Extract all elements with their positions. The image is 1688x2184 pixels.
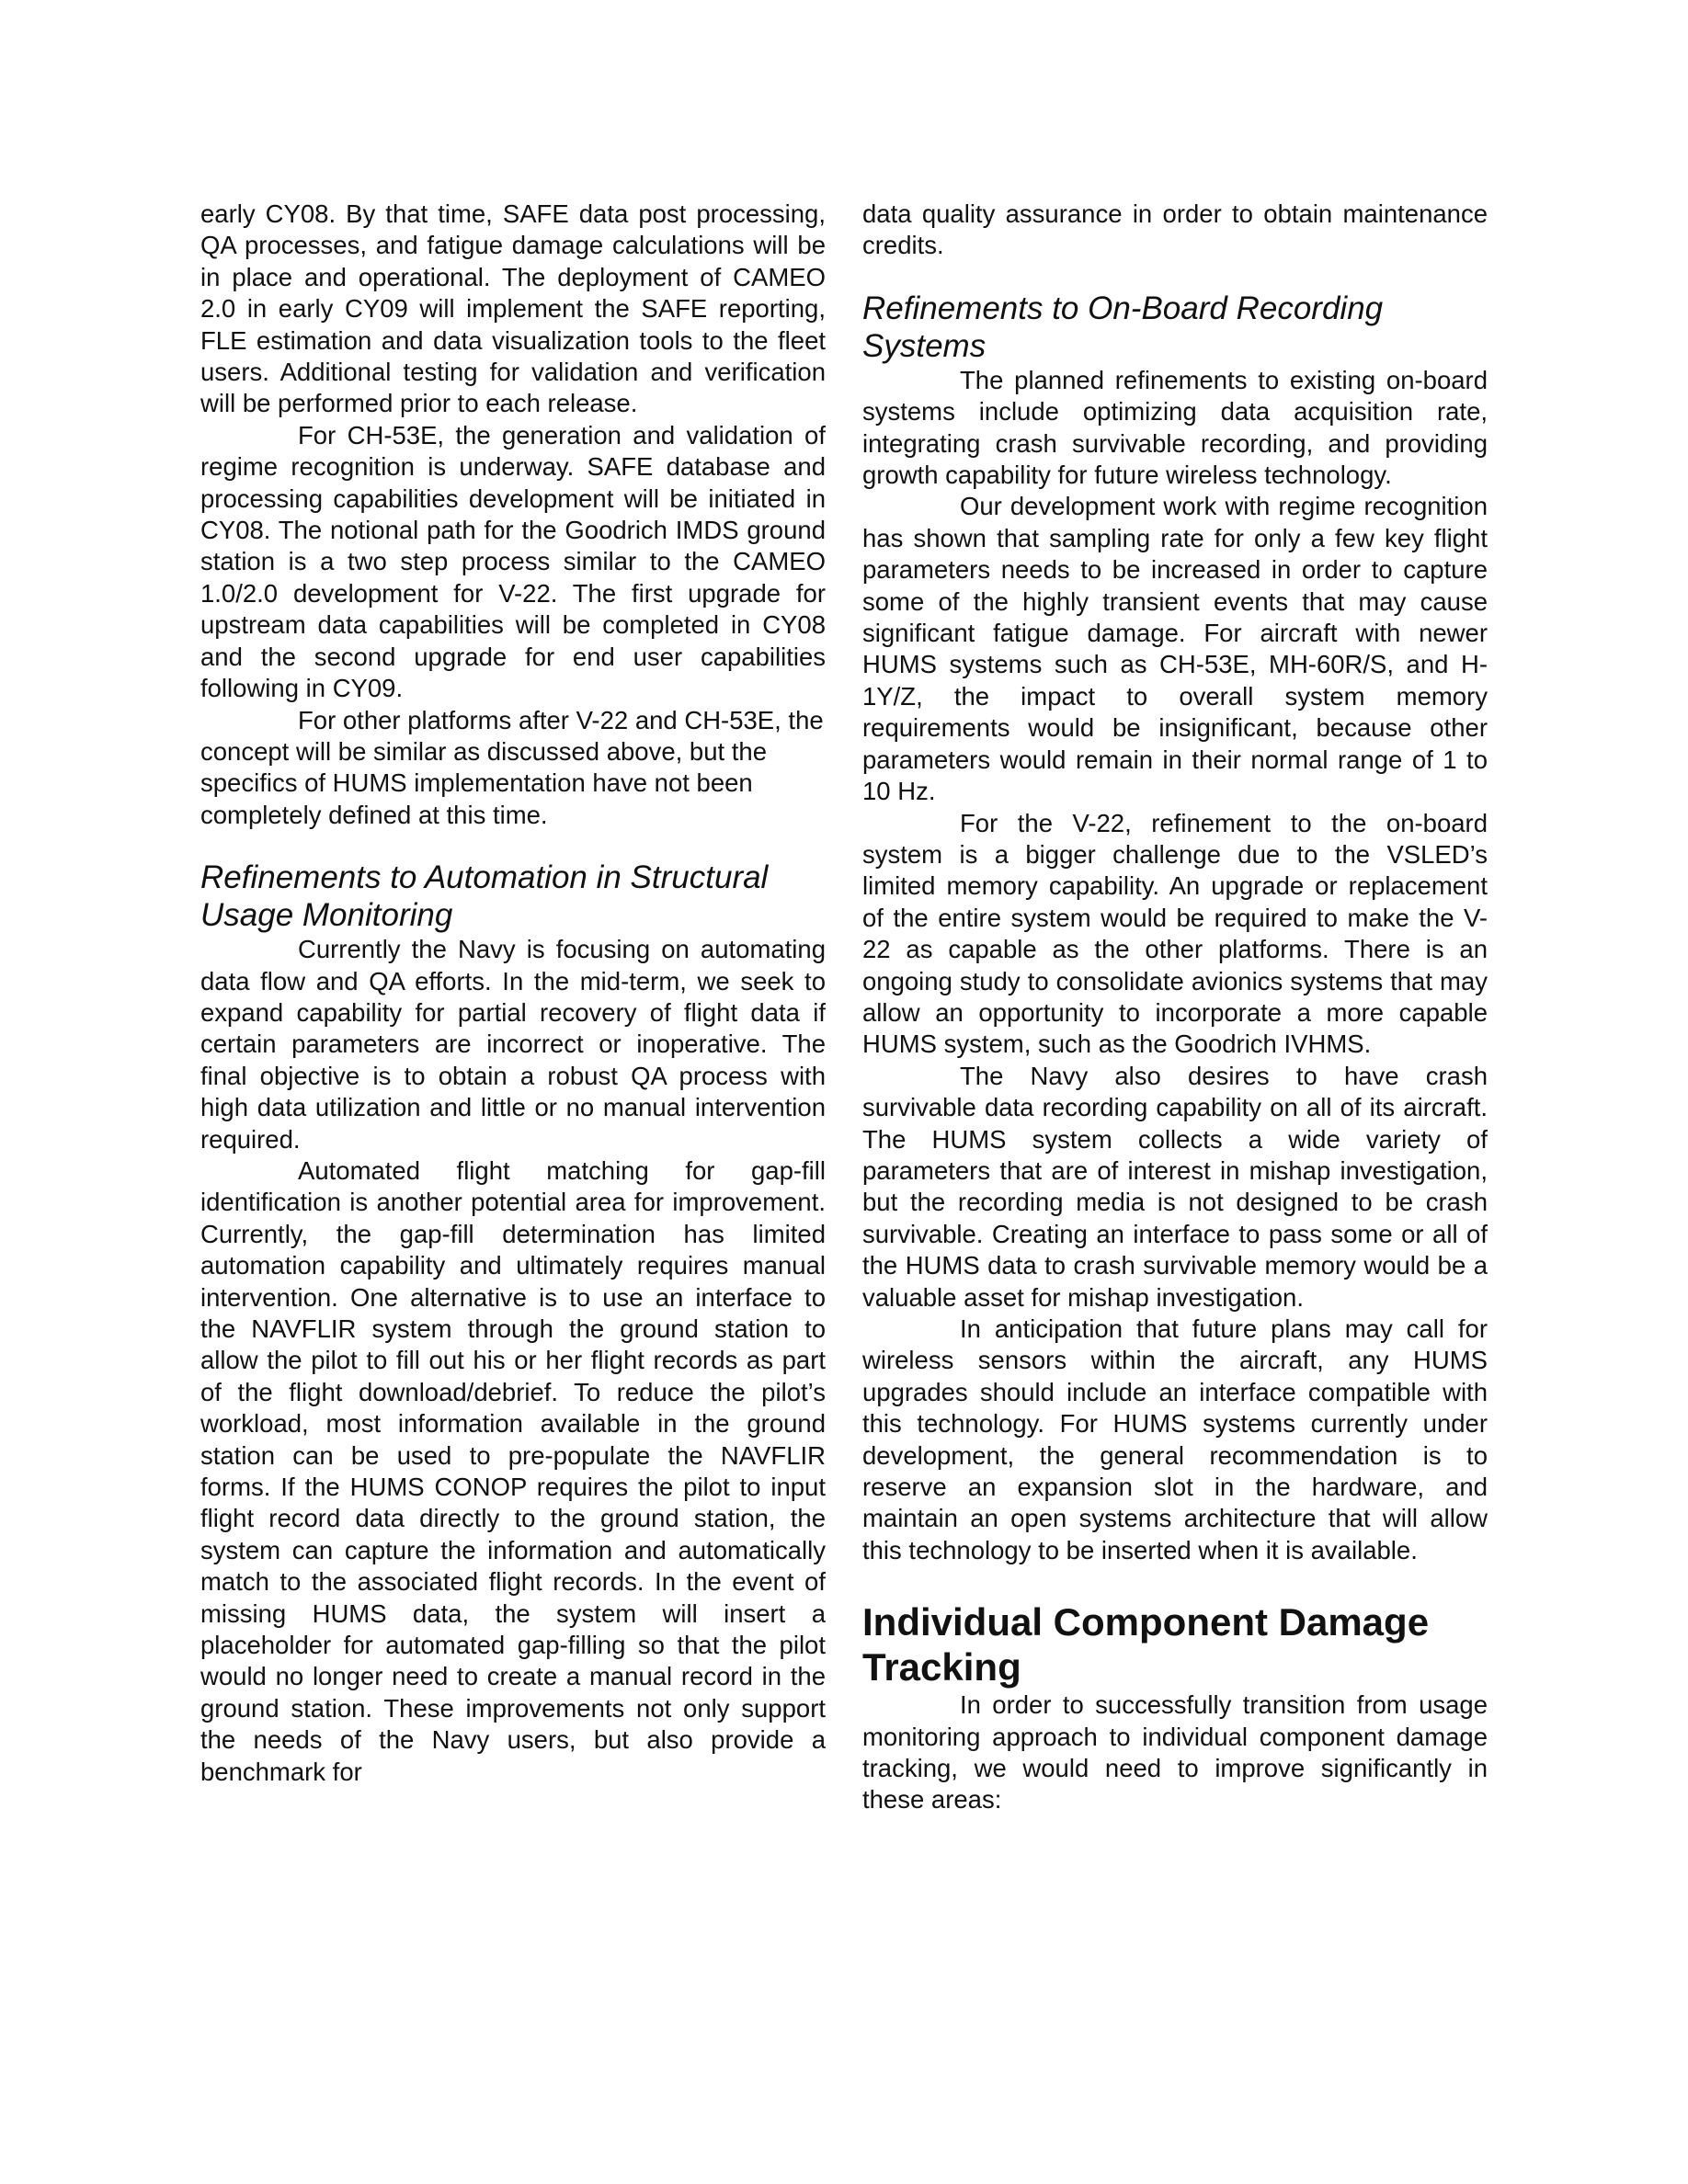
paragraph: The Navy also desires to have crash survivable data recording capability on all of its aircraft. The HUMS system collects a wide variety of parameters that are of interest in mishap investigation, but the recording media is not designed to be crash survivable. Creating an interface to pass some or all of the HUMS data to crash survivable memory would be a valuable asset for mishap investigation. xyxy=(862,1061,1488,1312)
paragraph: The planned refinements to existing on-board systems include optimizing data acquisition rate, integrating crash survivable recording, and providing growth capability for future wireless technology. xyxy=(862,365,1488,490)
left-column xyxy=(200,199,826,1788)
paragraph: data quality assurance in order to obtain maintenance credits. xyxy=(862,199,1488,260)
paragraph: For CH-53E, the generation and validation of regime recognition is underway. SAFE database and processing capabilities development will be initiated in CY08. The notional path for the Goodrich IMDS ground station is a two step process similar to the CAMEO 1.0/2.0 development for V-22. The first upgrade for upstream data capabilities will be completed in CY08 and the second upgrade for end user capabilities following in CY09. xyxy=(200,420,826,703)
paragraph: For other platforms after V-22 and CH-53E, the concept will be similar as discussed above, but the specifics of HUMS implementation have not been completely defined at this time. xyxy=(200,705,824,829)
section-heading: Individual Component Damage Tracking xyxy=(862,1600,1430,1689)
right-column xyxy=(862,199,1488,1816)
section-subheading: Refinements to On-Board Recording Systems xyxy=(862,290,1384,364)
paragraph: early CY08. By that time, SAFE data post processing, QA processes, and fatigue damage calculations will be in place and operational. The deployment of CAMEO 2.0 in early CY09 will implement the SAFE reporting, FLE estimation and data visualization tools to the fleet users. Additional testing for validation and verification will be performed prior to each release. xyxy=(200,199,826,418)
section-subheading: Refinements to Automation in Structural Usage Monitoring xyxy=(200,859,769,934)
paragraph: Our development work with regime recognition has shown that sampling rate for only a few key flight parameters needs to be increased in order to capture some of the highly transient events that may cause significant fatigue damage. For aircraft with newer HUMS systems such as CH-53E, MH-60R/S, and H-1Y/Z, the impact to overall system memory requirements would be insignificant, because other parameters would remain in their normal range of 1 to 10 Hz. xyxy=(862,492,1488,806)
paragraph: Currently the Navy is focusing on automating data flow and QA efforts. In the mid-term, we seek to expand capability for partial recovery of flight data if certain parameters are incorrect or inoperative. The final objective is to obtain a robust QA process with high data utilization and little or no manual intervention required. xyxy=(200,935,826,1154)
paragraph: For the V-22, refinement to the on-board system is a bigger challenge due to the VSLED’s limited memory capability. An upgrade or replacement of the entire system would be required to make the V-22 as capable as the other platforms. There is an ongoing study to consolidate avionics systems that may allow an opportunity to incorporate a more capable HUMS system, such as the Goodrich IVHMS. xyxy=(862,808,1488,1059)
paragraph: In order to successfully transition from usage monitoring approach to individual component damage tracking, we would need to improve significantly in these areas: xyxy=(862,1690,1488,1814)
paragraph: In anticipation that future plans may call for wireless sensors within the aircraft, any HUMS upgrades should include an interface compatible with this technology. For HUMS systems currently under development, the general recommendation is to reserve an expansion slot in the hardware, and maintain an open systems architecture that will allow this technology to be inserted when it is available. xyxy=(862,1314,1488,1564)
paragraph: Automated flight matching for gap-fill identification is another potential area for improvement. Currently, the gap-fill determination has limited automation capability and ultimately requires manual intervention. One alternative is to use an interface to the NAVFLIR system through the ground station to allow the pilot to fill out his or her flight records as part of the flight download/debrief. To reduce the pilot’s workload, most information available in the ground station can be used to pre-populate the NAVFLIR forms. If the HUMS CONOP requires the pilot to input flight record data directly to the ground station, the system can capture the information and automatically match to the associated flight records. In the event of missing HUMS data, the system will insert a placeholder for automated gap-filling so that the pilot would no longer need to create a manual record in the ground station. These improvements not only support the needs of the Navy users, but also provide a benchmark for xyxy=(200,1155,826,1786)
